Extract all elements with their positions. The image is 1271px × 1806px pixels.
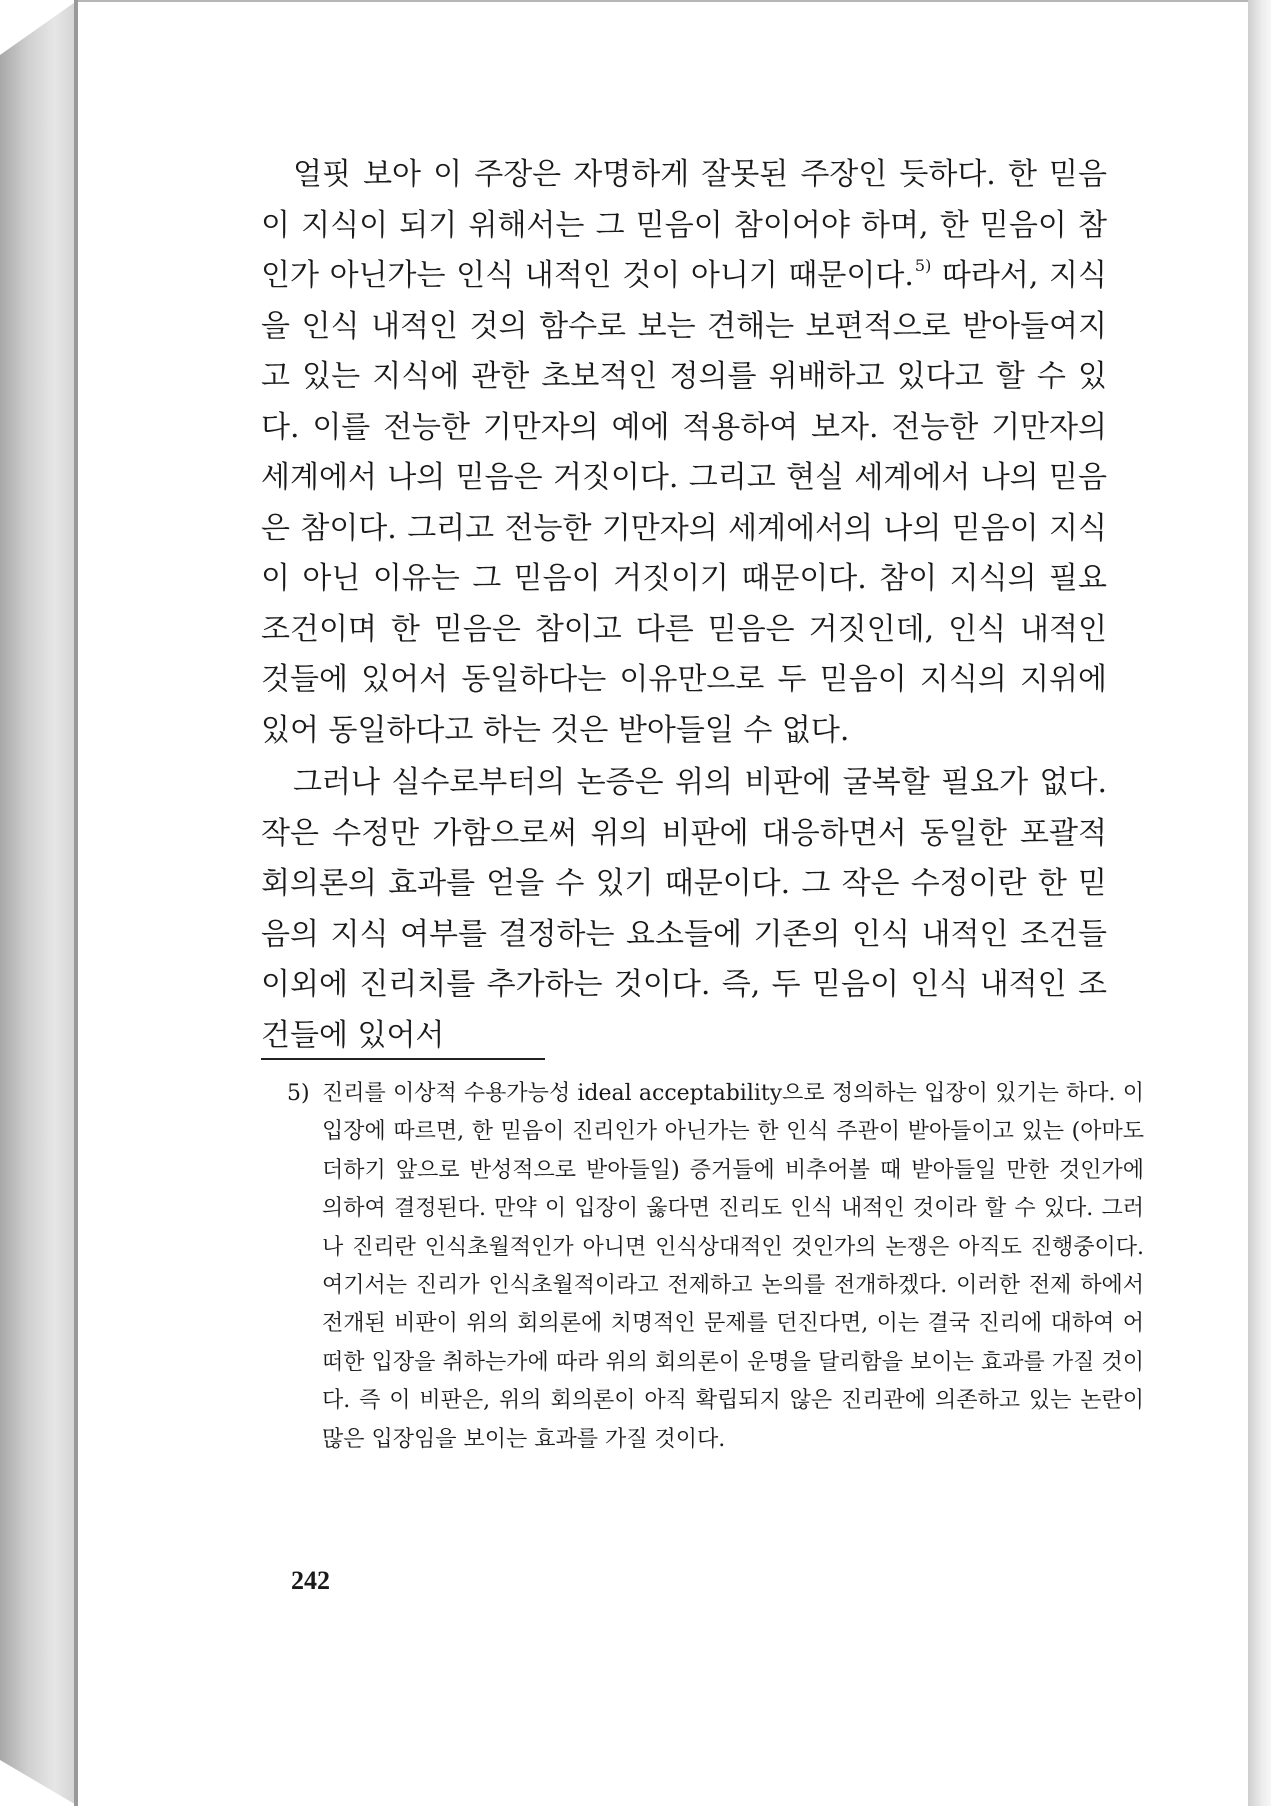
paragraph-1-text-before: 얼핏 보아 이 주장은 자명하게 잘못된 주장인 듯하다. 한 믿음이 지식이 되기 위해서는 그 믿음이 참이어야 하며, 한 믿음이 참인가 아닌가는 인식 내적인 것이 아니기 때문이다. [261, 157, 1107, 293]
footnote-separator [261, 1058, 545, 1060]
footnote [287, 1075, 1144, 1459]
footnote-label: 5) [287, 1081, 310, 1106]
body-text [261, 150, 1107, 1061]
book-spine [0, 0, 78, 1806]
paragraph-1 [261, 150, 1107, 756]
paragraph-2: 그러나 실수로부터의 논증은 위의 비판에 굴복할 필요가 없다. 작은 수정만 가함으로써 위의 비판에 대응하면서 동일한 포괄적 회의론의 효과를 얻을 수 있기 때문이다. 그 작은 수정이란 한 믿음의 지식 여부를 결정하는 요소들에 기존의 인식 내적인 조건들 이외에 진리치를 추가하는 것이다. 즉, 두 믿음이 인식 내적인 조건들에 있어서 [261, 765, 1107, 1053]
page-right-shadow [1248, 0, 1271, 1806]
paragraph-1-text-after: 따라서, 지식을 인식 내적인 것의 함수로 보는 견해는 보편적으로 받아들여지고 있는 지식에 관한 초보적인 정의를 위배하고 있다고 할 수 있다. 이를 전능한 기만자의 예에 적용하여 보자. 전능한 기만자의 세계에서 나의 믿음은 거짓이다. 그리고 현실 세계에서 나의 믿음은 참이다. 그리고 전능한 기만자의 세계에서의 나의 믿음이 지식이 아닌 이유는 그 믿음이 거짓이기 때문이다. 참이 지식의 필요조건이며 한 믿음은 참이고 다른 믿음은 거짓인데, 인식 내적인 것들에 있어서 동일하다는 이유만으로 두 믿음이 지식의 지위에 있어 동일하다고 하는 것은 받아들일 수 없다. [261, 258, 1107, 748]
page-number: 242 [291, 1566, 330, 1595]
footnote-text: 진리를 이상적 수용가능성 ideal acceptability으로 정의하는 입장이 있기는 하다. 이 입장에 따르면, 한 믿음이 진리인가 아닌가는 한 인식 주관이 받아들이고 있는 (아마도 더하기 앞으로 반성적으로 받아들일) 증거들에 비추어볼 때 받아들일 만한 것인가에 의하여 결정된다. 만약 이 입장이 옳다면 진리도 인식 내적인 것이라 할 수 있다. 그러나 진리란 인식초월적인가 아니면 인식상대적인 것인가의 논쟁은 아직도 진행중이다. 여기서는 진리가 인식초월적이라고 전제하고 논의를 전개하겠다. 이러한 전제 하에서 전개된 비판이 위의 회의론에 치명적인 문제를 던진다면, 이는 결국 진리에 대하여 어떠한 입장을 취하는가에 따라 위의 회의론이 운명을 달리함을 보이는 효과를 가질 것이다. 즉 이 비판은, 위의 회의론이 아직 확립되지 않은 진리관에 의존하고 있는 논란이 많은 입장임을 보이는 효과를 가질 것이다. [322, 1081, 1144, 1452]
footnote-reference: 5) [914, 256, 932, 275]
